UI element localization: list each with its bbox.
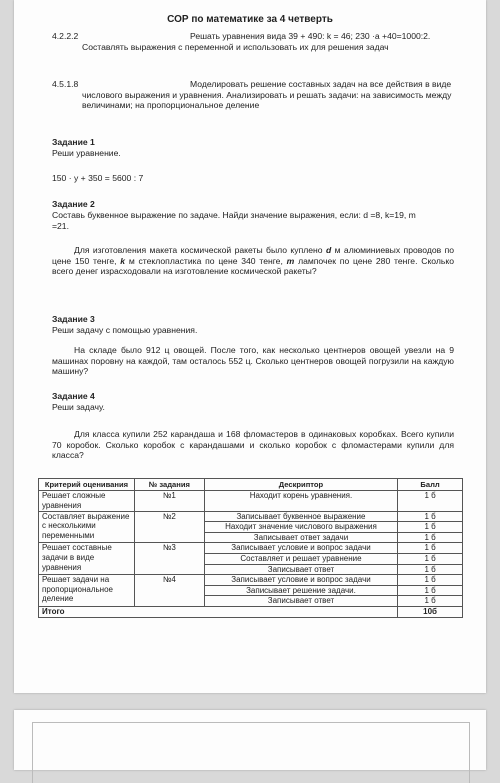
task1-title: Задание 1: [52, 137, 95, 147]
descriptor-cell: Записывает ответ: [204, 564, 397, 575]
page-title: СОР по математике за 4 четверть: [167, 14, 333, 25]
score-cell: 1 б: [398, 511, 463, 522]
task-number-cell: №3: [134, 543, 204, 575]
score-cell: 1 б: [398, 585, 463, 596]
score-cell: 1 б: [398, 543, 463, 554]
total-value: 10б: [398, 606, 463, 617]
table-row: [39, 543, 463, 554]
task3-problem: На складе было 912 ц овощей. После того, как несколько центнеров овощей увезли на 9 машинах поровну на каждой, там осталось 552 ц. Сколько центнеров овощей погрузили на каждую машину?: [52, 345, 454, 377]
descriptor-cell: Находит корень уравнения.: [204, 491, 397, 511]
task4-problem: Для класса купили 252 карандаша и 168 фломастеров в одинаковых коробках. Всего купили 70 коробок. Сколько коробок с карандашами и сколько коробок с фломастерами купили для класса?: [52, 429, 454, 461]
task-number-cell: №4: [134, 575, 204, 607]
task1-equation: 150 · y + 350 = 5600 : 7: [52, 173, 144, 183]
criterion-cell: Составляет выражение с несколькими переменными: [39, 511, 135, 543]
table-row: [39, 575, 463, 586]
task3-instruction: Реши задачу с помощью уравнения.: [52, 325, 198, 335]
task4-title: Задание 4: [52, 391, 95, 401]
worksheet-page: [14, 0, 486, 693]
descriptor-cell: Записывает условие и вопрос задачи: [204, 575, 397, 586]
task2-title: Задание 2: [52, 199, 95, 209]
objective-code: 4.2.2.2: [52, 31, 79, 41]
score-cell: 1 б: [398, 596, 463, 607]
score-cell: 1 б: [398, 553, 463, 564]
task4-instruction: Реши задачу.: [52, 402, 105, 412]
total-label: Итого: [39, 606, 398, 617]
objective-code: 4.5.1.8: [52, 79, 79, 89]
task2-text: Для изготовления макета космической ракеты было куплено: [74, 245, 323, 255]
table-header-row: [39, 479, 463, 491]
score-cell: 1 б: [398, 532, 463, 543]
descriptor-cell: Составляет и решает уравнение: [204, 553, 397, 564]
header-task-number: № задания: [134, 479, 204, 491]
objective-text: Решать уравнения вида 39 + 490: k = 46; 230 ·a +40=1000:2. Составлять выражения с переменной и использовать их для решения задач: [82, 31, 431, 52]
header-descriptor: Дескриптор: [204, 479, 397, 491]
objective-text: Моделировать решение составных задач на все действия в виде числового выражения и уравнения. Анализировать и решать задачи: на зависимость между величинами; на пропорциональное деление: [82, 79, 452, 111]
header-score: Балл: [398, 479, 463, 491]
criterion-cell: Решает сложные уравнения: [39, 491, 135, 511]
assessment-table: [38, 478, 463, 618]
task1-instruction: Реши уравнение.: [52, 148, 121, 158]
score-cell: 1 б: [398, 491, 463, 511]
criterion-cell: Решает составные задачи в виде уравнения: [39, 543, 135, 575]
task2-text: м алюминиевых проводов по цене 150 тенге,: [52, 245, 455, 266]
descriptor-cell: Записывает условие и вопрос задачи: [204, 543, 397, 554]
table-row: [39, 511, 463, 522]
score-cell: 1 б: [398, 575, 463, 586]
score-cell: 1 б: [398, 522, 463, 533]
descriptor-cell: Записывает ответ задачи: [204, 532, 397, 543]
descriptor-cell: Записывает ответ: [204, 596, 397, 607]
task2-problem: [52, 245, 454, 277]
task-number-cell: №2: [134, 511, 204, 543]
task-number-cell: №1: [134, 491, 204, 511]
criterion-cell: Решает задачи на пропорциональное деление: [39, 575, 135, 607]
score-cell: 1 б: [398, 564, 463, 575]
task2-instruction: Составь буквенное выражение по задаче. Найди значение выражения, если: d =8, k=19, m =21.: [52, 210, 416, 231]
variable-k: k: [120, 255, 126, 266]
variable-d: d: [325, 245, 332, 255]
next-page-border: [32, 722, 470, 783]
task3-title: Задание 3: [52, 314, 95, 324]
variable-m: m: [286, 255, 295, 266]
table-row: [39, 491, 463, 511]
next-page: [14, 710, 486, 770]
descriptor-cell: Записывает буквенное выражение: [204, 511, 397, 522]
task2-text: м стеклопластика по цене 340 тенге,: [128, 255, 283, 266]
total-row: [39, 606, 463, 617]
task2-text: лампочек по цене 280 тенге. Сколько всего денег израсходовали на изготовление космической ракеты?: [52, 255, 455, 277]
descriptor-cell: Записывает решение задачи.: [204, 585, 397, 596]
descriptor-cell: Находит значение числового выражения: [204, 522, 397, 533]
header-criterion: Критерий оценивания: [39, 479, 135, 491]
